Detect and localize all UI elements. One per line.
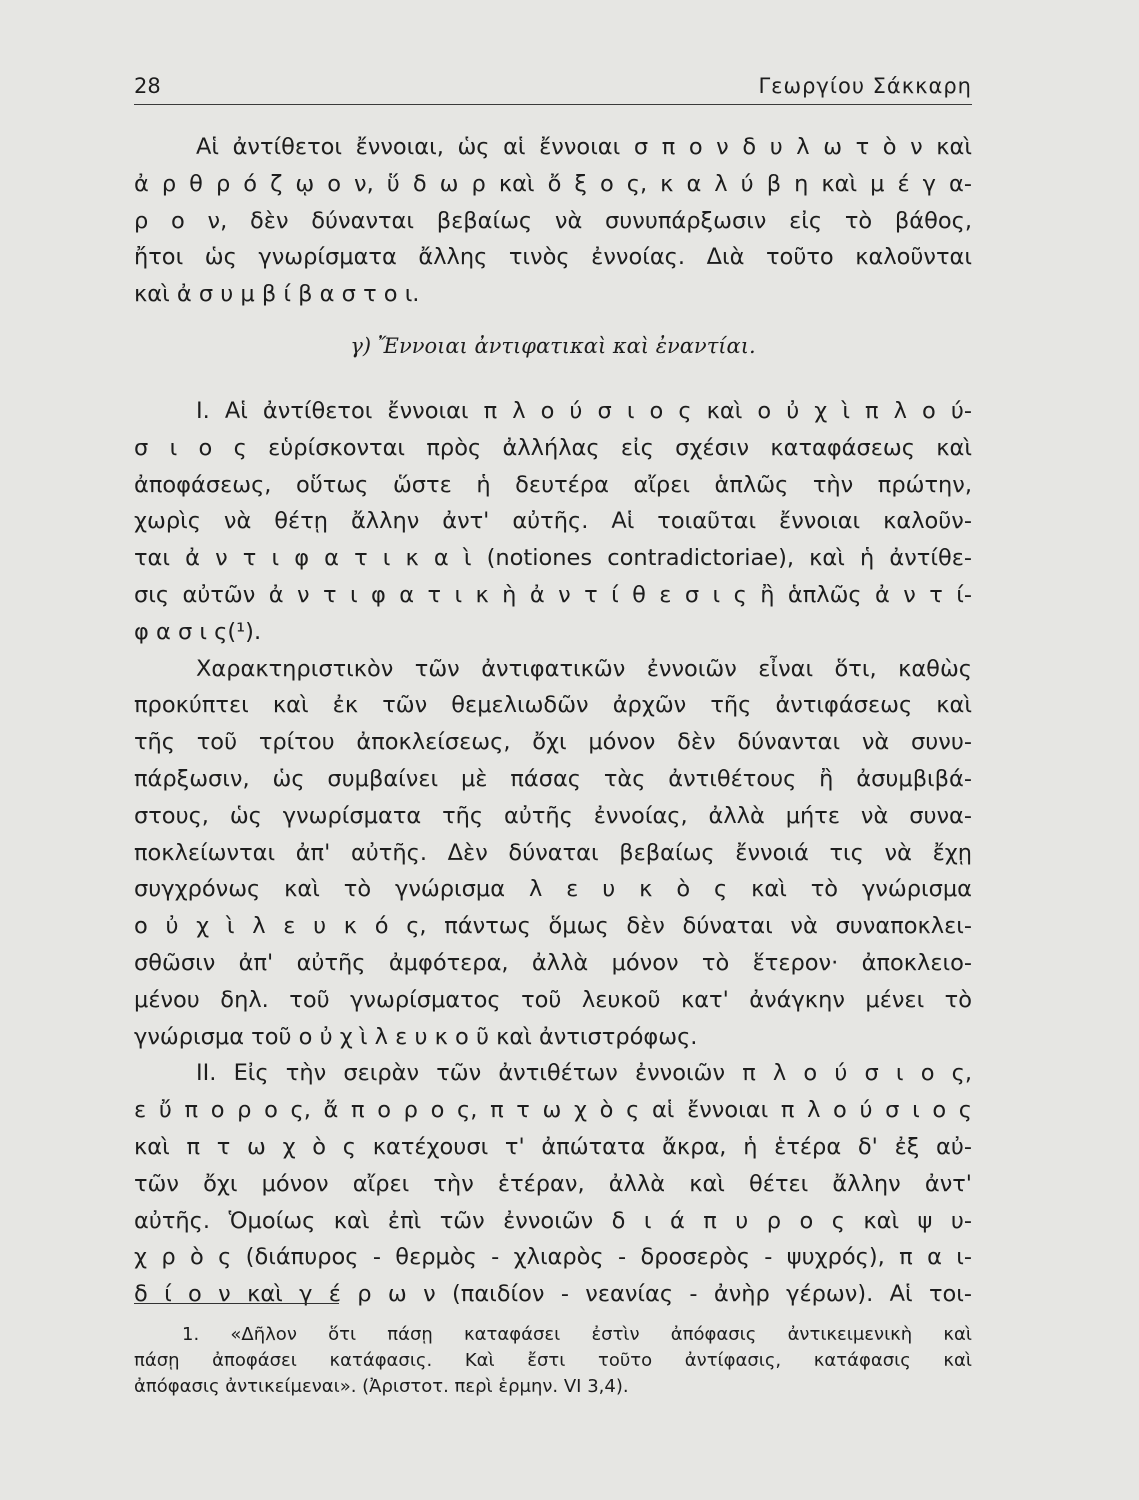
- text-line: δ ί ο ν καὶ γ έ ρ ω ν (παιδίον - νεανίας - ἀνὴρ γέρων). Αἱ τοι-: [134, 1281, 972, 1308]
- page-header: [134, 70, 972, 105]
- running-head: Γεωργίου Σάκκαρη: [758, 74, 972, 98]
- footnote-separator: [134, 1303, 339, 1304]
- text-line: ε ὔ π ο ρ ο ς, ἄ π ο ρ ο ς, π τ ω χ ὸ ς αἱ ἔννοιαι π λ ο ύ σ ι ο ς: [134, 1097, 972, 1124]
- text-line: Χαρακτηριστικὸν τῶν ἀντιφατικῶν ἐννοιῶν εἶναι ὅτι, καθὼς: [196, 655, 972, 682]
- text-line: καὶ π τ ω χ ὸ ς κατέχουσι τ' ἀπώτατα ἄκρα, ἡ ἑτέρα δ' ἐξ αὐ-: [134, 1133, 972, 1160]
- text-line: σις αὐτῶν ἀ ν τ ι φ α τ ι κ ὴ ἀ ν τ ί θ ε σ ι ς ἢ ἁπλῶς ἀ ν τ ί-: [134, 581, 972, 608]
- footnote-line: ἀπόφασις ἀντικείμεναι». (Ἀριστοτ. περὶ ἑρμην. VI 3,4).: [134, 1376, 629, 1397]
- footnote-line: 1. «Δῆλον ὅτι πάσῃ καταφάσει ἐστὶν ἀπόφασις ἀντικειμενικὴ καὶ: [182, 1324, 972, 1345]
- text-line: I. Αἱ ἀντίθετοι ἔννοιαι π λ ο ύ σ ι ο ς καὶ ο ὐ χ ὶ π λ ο ύ-: [196, 397, 972, 424]
- text-line: ἤτοι ὡς γνωρίσματα ἄλλης τινὸς ἐννοίας. Διὰ τοῦτο καλοῦνται: [134, 244, 972, 271]
- text-line: ἀποφάσεως, οὕτως ὥστε ἡ δευτέρα αἴρει ἁπλῶς τὴν πρώτην,: [134, 471, 972, 498]
- text-line: γνώρισμα τοῦ ο ὐ χ ὶ λ ε υ κ ο ῦ καὶ ἀντιστρόφως.: [134, 1023, 698, 1050]
- text-line: στους, ὡς γνωρίσματα τῆς αὐτῆς ἐννοίας, ἀλλὰ μήτε νὰ συνα-: [134, 802, 972, 829]
- text-line: χ ρ ὸ ς (διάπυρος - θερμὸς - χλιαρὸς - δροσερὸς - ψυχρός), π α ι-: [134, 1244, 972, 1271]
- text-line: καὶ ἀ σ υ μ β ί β α σ τ ο ι.: [134, 281, 420, 308]
- page-number: 28: [134, 74, 161, 98]
- body-text: [134, 129, 972, 1313]
- footnote-line: πάσῃ ἀποφάσει κατάφασις. Καὶ ἔστι τοῦτο ἀντίφασις, κατάφασις καὶ: [134, 1350, 972, 1371]
- text-line: αὐτῆς. Ὁμοίως καὶ ἐπὶ τῶν ἐννοιῶν δ ι ά π υ ρ ο ς καὶ ψ υ-: [134, 1207, 972, 1234]
- text-line: Αἱ ἀντίθετοι ἔννοιαι, ὡς αἱ ἔννοιαι σ π ο ν δ υ λ ω τ ὸ ν καὶ: [196, 134, 972, 160]
- text-line: τῶν ὄχι μόνον αἴρει τὴν ἑτέραν, ἀλλὰ καὶ θέτει ἄλλην ἀντ': [134, 1170, 972, 1197]
- text-line: σθῶσιν ἀπ' αὐτῆς ἀμφότερα, ἀλλὰ μόνον τὸ ἕτερον· ἀποκλειο-: [134, 949, 972, 976]
- text-line: ται ἀ ν τ ι φ α τ ι κ α ὶ (notiones contradictoriae), καὶ ἡ ἀντίθε-: [134, 545, 972, 572]
- text-line: II. Εἰς τὴν σειρὰν τῶν ἀντιθέτων ἐννοιῶν π λ ο ύ σ ι ο ς,: [196, 1060, 972, 1087]
- text-line: σ ι ο ς εὑρίσκονται πρὸς ἀλλήλας εἰς σχέσιν καταφάσεως καὶ: [134, 434, 972, 461]
- text-line: ποκλείωνται ἀπ' αὐτῆς. Δὲν δύναται βεβαίως ἔννοιά τις νὰ ἔχῃ: [134, 839, 972, 866]
- footnote: [134, 1322, 972, 1400]
- text-line: προκύπτει καὶ ἐκ τῶν θεμελιωδῶν ἀρχῶν τῆς ἀντιφάσεως καὶ: [134, 692, 972, 719]
- text-line: φ α σ ι ς(¹).: [134, 618, 262, 645]
- text-line: μένου δηλ. τοῦ γνωρίσματος τοῦ λευκοῦ κατ' ἀνάγκην μένει τὸ: [134, 986, 972, 1013]
- text-line: συγχρόνως καὶ τὸ γνώρισμα λ ε υ κ ὸ ς καὶ τὸ γνώρισμα: [134, 876, 972, 903]
- text-line: πάρξωσιν, ὡς συμβαίνει μὲ πάσας τὰς ἀντιθέτους ἢ ἀσυμβιβά-: [134, 765, 972, 792]
- text-line: ο ὐ χ ὶ λ ε υ κ ό ς, πάντως ὅμως δὲν δύναται νὰ συναποκλει-: [134, 913, 972, 940]
- text-line: ἀ ρ θ ρ ό ζ ῳ ο ν, ὕ δ ω ρ καὶ ὄ ξ ο ς, κ α λ ύ β η καὶ μ έ γ α-: [134, 170, 972, 197]
- text-line: τῆς τοῦ τρίτου ἀποκλείσεως, ὄχι μόνον δὲν δύνανται νὰ συνυ-: [134, 729, 972, 756]
- text-line: ρ ο ν, δὲν δύνανται βεβαίως νὰ συνυπάρξωσιν εἰς τὸ βάθος,: [134, 207, 972, 234]
- text-line: χωρὶς νὰ θέτῃ ἄλλην ἀντ' αὐτῆς. Αἱ τοιαῦται ἔννοιαι καλοῦν-: [134, 508, 972, 535]
- section-heading: γ) Ἔννοιαι ἀντιφατικαὶ καὶ ἐναντίαι.: [350, 333, 756, 358]
